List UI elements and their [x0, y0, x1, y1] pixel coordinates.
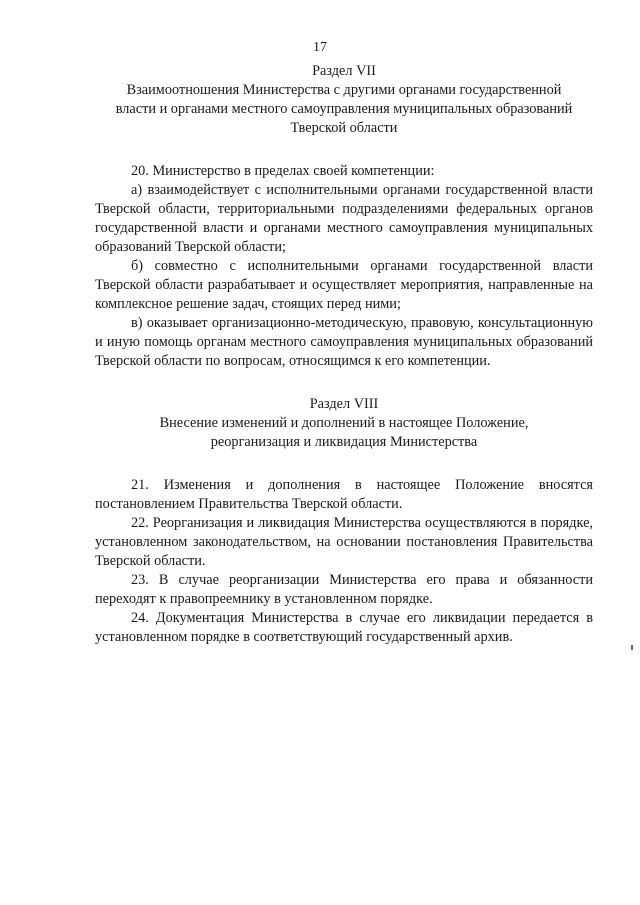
page-content	[95, 62, 593, 647]
paragraph-23: 23. В случае реорганизации Министерства его права и обязанности переходят к правопреемнику в установленном порядке.	[95, 572, 593, 607]
section-7-number: Раздел VII	[312, 63, 376, 79]
section-7-title-line-2: власти и органами местного самоуправления муниципальных образований	[115, 101, 573, 117]
paragraph-20-b: б) совместно с исполнительными органами государственной власти Тверской области разрабатывает и осуществляет мероприятия, направленные на комплексное решение задач, стоящих перед ними;	[95, 258, 593, 312]
section-7-heading	[95, 62, 593, 138]
paragraph-20-v: в) оказывает организационно-методическую, правовую, консультационную и иную помощь органам местного самоуправления муниципальных образований Тверской области по вопросам, относящимся к его компетенции.	[95, 315, 593, 369]
paragraph-20-a: а) взаимодействует с исполнительными органами государственной власти Тверской области, территориальными подразделениями федеральных органов государственной власти и органами местного самоуправления муниципальных образований Тверской области;	[95, 182, 593, 255]
section-7-title-line-3: Тверской области	[290, 120, 398, 136]
section-8-heading	[95, 395, 593, 452]
paragraph-21: 21. Изменения и дополнения в настоящее Положение вносятся постановлением Правительства Тверской области.	[95, 477, 593, 512]
scan-edge-mark	[631, 645, 633, 650]
section-7-title-line-1: Взаимоотношения Министерства с другими органами государственной	[126, 82, 562, 98]
paragraph-22: 22. Реорганизация и ликвидация Министерства осуществляются в порядке, установленном законодательством, на основании постановления Правительства Тверской области.	[95, 515, 593, 569]
section-8-number: Раздел VIII	[309, 396, 379, 412]
section-8-body	[95, 476, 593, 647]
paragraph-20: 20. Министерство в пределах своей компетенции:	[131, 163, 435, 179]
section-7-body	[95, 162, 593, 371]
section-8-title-line-2: реорганизация и ликвидация Министерства	[210, 434, 478, 450]
page-number: 17	[313, 40, 327, 55]
paragraph-24: 24. Документация Министерства в случае его ликвидации передается в установленном порядке в соответствующий государственный архив.	[95, 610, 593, 645]
section-8-title-line-1: Внесение изменений и дополнений в настоящее Положение,	[159, 415, 529, 431]
